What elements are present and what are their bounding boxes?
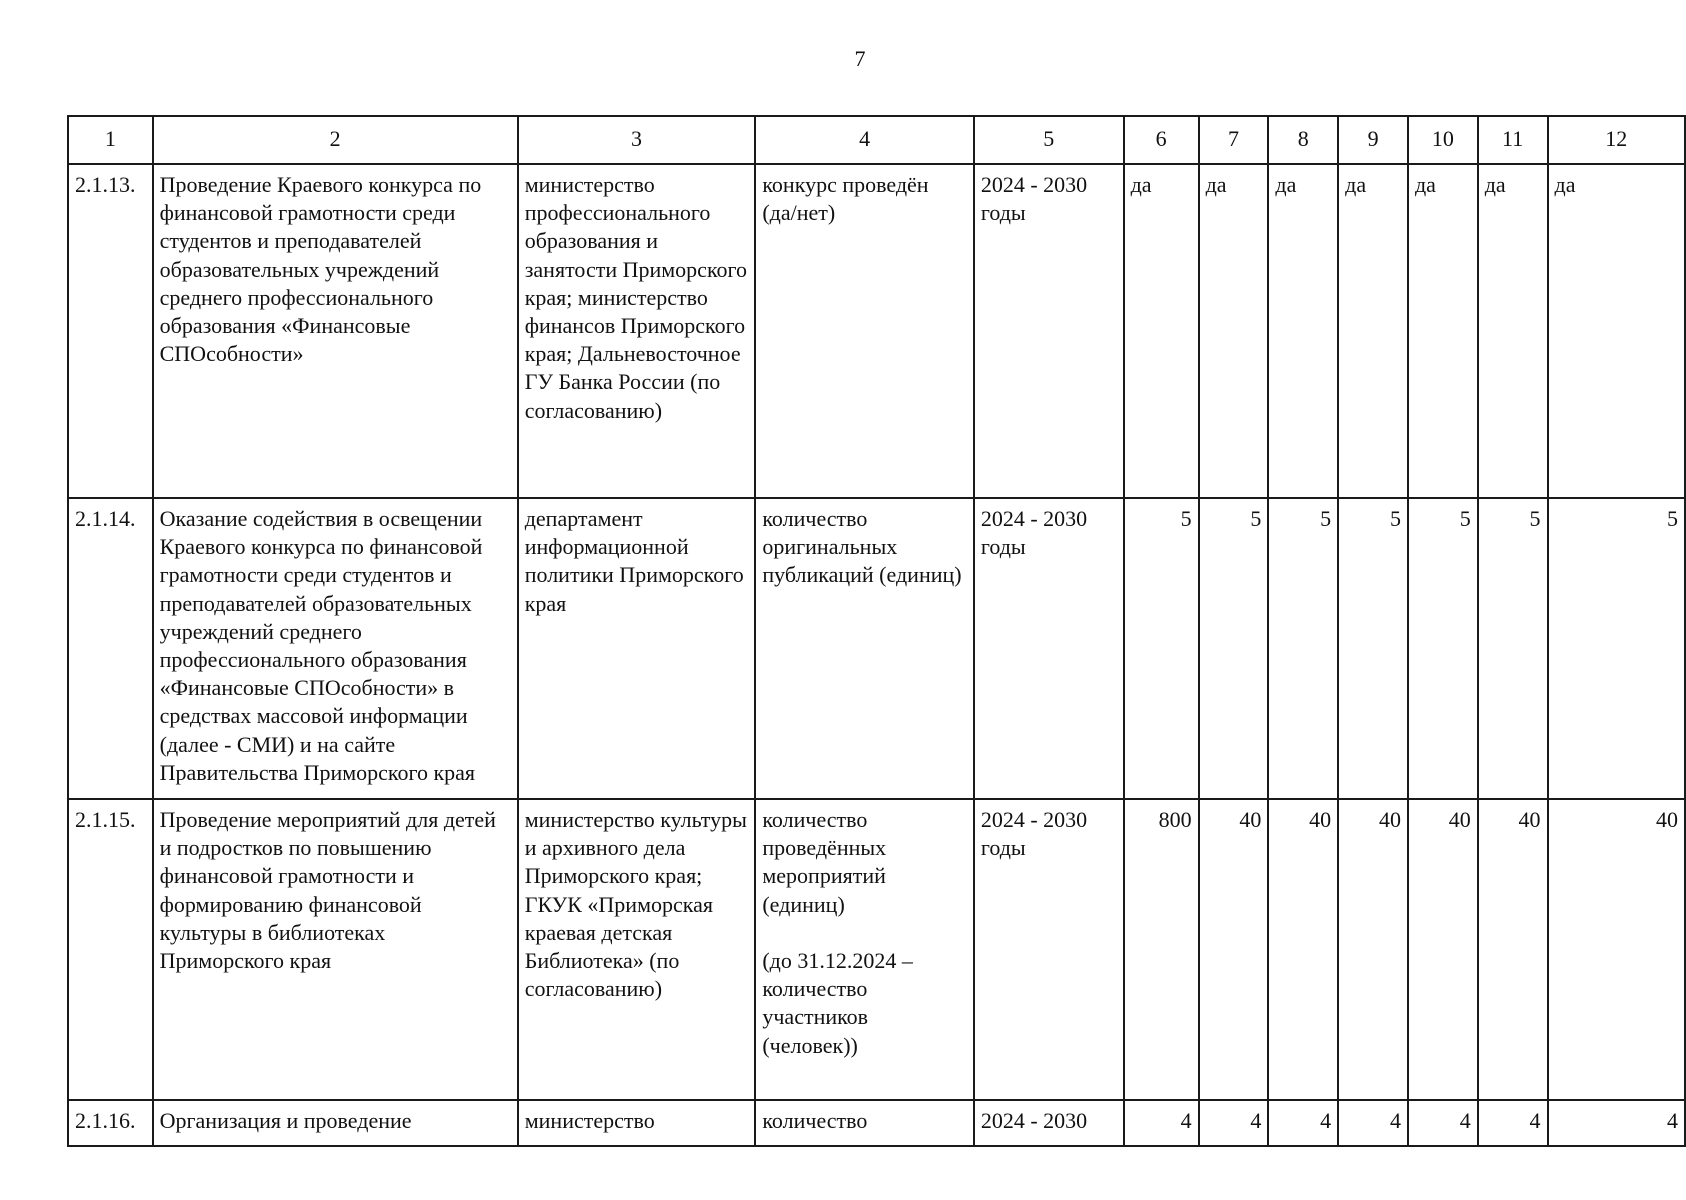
value-cell: 40 — [1478, 799, 1548, 1100]
executor-cell: министерство — [518, 1100, 756, 1146]
item-code: 2.1.15. — [68, 799, 153, 1100]
column-header: 9 — [1338, 116, 1408, 164]
executor-cell: министерство профессионального образования и занятости Приморского края; министерство финансов Приморского края; Дальневосточное ГУ Банка России (по согласованию) — [518, 164, 756, 498]
indicator-cell: количество проведённых мероприятий (единиц) (до 31.12.2024 – количество участников (человек)) — [755, 799, 974, 1100]
table-row — [68, 1100, 1685, 1146]
column-header: 8 — [1268, 116, 1338, 164]
value-cell: да — [1199, 164, 1269, 498]
event-cell: Организация и проведение — [153, 1100, 518, 1146]
column-header: 7 — [1199, 116, 1269, 164]
value-cell: 5 — [1478, 498, 1548, 799]
column-header: 3 — [518, 116, 756, 164]
value-cell: да — [1408, 164, 1478, 498]
period-cell: 2024 - 2030 — [974, 1100, 1124, 1146]
indicator-cell: конкурс проведён (да/нет) — [755, 164, 974, 498]
value-cell: 5 — [1408, 498, 1478, 799]
table-row — [68, 164, 1685, 498]
value-cell: 40 — [1548, 799, 1685, 1100]
column-header: 6 — [1124, 116, 1199, 164]
event-cell: Проведение Краевого конкурса по финансовой грамотности среди студентов и преподавателей образовательных учреждений среднего профессионального образования «Финансовые СПОсобности» — [153, 164, 518, 498]
value-cell: 40 — [1408, 799, 1478, 1100]
value-cell: 5 — [1199, 498, 1269, 799]
event-cell: Проведение мероприятий для детей и подростков по повышению финансовой грамотности и формированию финансовой культуры в библиотеках Приморского края — [153, 799, 518, 1100]
column-header: 1 — [68, 116, 153, 164]
page-number: 7 — [854, 46, 866, 71]
executor-cell: департамент информационной политики Приморского края — [518, 498, 756, 799]
value-cell: да — [1124, 164, 1199, 498]
indicator-cell: количество оригинальных публикаций (единиц) — [755, 498, 974, 799]
header-row — [68, 116, 1685, 164]
value-cell: 40 — [1338, 799, 1408, 1100]
column-header: 11 — [1478, 116, 1548, 164]
column-header: 4 — [755, 116, 974, 164]
value-cell: да — [1268, 164, 1338, 498]
table-row — [68, 498, 1685, 799]
value-cell: 4 — [1268, 1100, 1338, 1146]
table-row — [68, 799, 1685, 1100]
item-code: 2.1.13. — [68, 164, 153, 498]
period-cell: 2024 - 2030 годы — [974, 799, 1124, 1100]
event-cell: Оказание содействия в освещении Краевого конкурса по финансовой грамотности среди студентов и преподавателей образовательных учреждений среднего профессионального образования «Финансовые СПОсобности» в средствах массовой информации (далее - СМИ) и на сайте Правительства Приморского края — [153, 498, 518, 799]
indicator-cell: количество — [755, 1100, 974, 1146]
value-cell: 4 — [1124, 1100, 1199, 1146]
column-header: 5 — [974, 116, 1124, 164]
period-cell: 2024 - 2030 годы — [974, 498, 1124, 799]
column-header: 2 — [153, 116, 518, 164]
value-cell: 4 — [1199, 1100, 1269, 1146]
value-cell: 4 — [1408, 1100, 1478, 1146]
value-cell: 5 — [1268, 498, 1338, 799]
item-code: 2.1.14. — [68, 498, 153, 799]
value-cell: 40 — [1199, 799, 1269, 1100]
value-cell: да — [1478, 164, 1548, 498]
value-cell: да — [1338, 164, 1408, 498]
value-cell: 4 — [1478, 1100, 1548, 1146]
plan-table — [67, 115, 1686, 1147]
executor-cell: министерство культуры и архивного дела Приморского края; ГКУК «Приморская краевая детская Библиотека» (по согласованию) — [518, 799, 756, 1100]
value-cell: 5 — [1124, 498, 1199, 799]
value-cell: 5 — [1548, 498, 1685, 799]
value-cell: 4 — [1338, 1100, 1408, 1146]
item-code: 2.1.16. — [68, 1100, 153, 1146]
column-header: 10 — [1408, 116, 1478, 164]
value-cell: да — [1548, 164, 1685, 498]
period-cell: 2024 - 2030 годы — [974, 164, 1124, 498]
value-cell: 800 — [1124, 799, 1199, 1100]
value-cell: 40 — [1268, 799, 1338, 1100]
value-cell: 5 — [1338, 498, 1408, 799]
value-cell: 4 — [1548, 1100, 1685, 1146]
column-header: 12 — [1548, 116, 1685, 164]
